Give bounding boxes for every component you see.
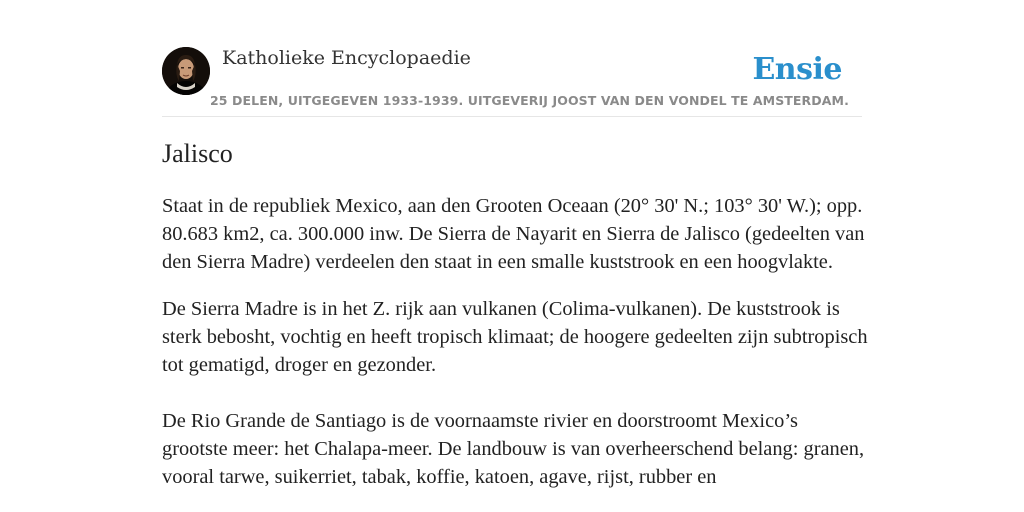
brand-logo[interactable]: Ensie bbox=[752, 52, 842, 87]
article-paragraph: De Rio Grande de Santiago is de voornaamste rivier en doorstroomt Mexico’s grootste meer: het Chalapa-meer. De landbouw is van overheerschend belang: granen, vooral tarwe, suikerriet, tabak, koffie, katoen, agave, rijst, rubber en bbox=[162, 410, 865, 488]
site-header bbox=[162, 44, 862, 117]
article-paragraph: De Sierra Madre is in het Z. rijk aan vulkanen (Colima-vulkanen). De kuststrook is sterk bebosht, vochtig en heeft tropisch klimaat; de hoogere gedeelten zijn subtropisch tot gematigd, droger en gezonder. bbox=[162, 298, 868, 376]
publication-title[interactable]: Katholieke Encyclopaedie bbox=[222, 47, 471, 69]
publication-avatar[interactable] bbox=[162, 47, 210, 95]
portrait-avatar-icon bbox=[162, 47, 210, 95]
publication-subtitle: 25 DELEN, UITGEGEVEN 1933-1939. UITGEVERIJ JOOST VAN DEN VONDEL TE AMSTERDAM. bbox=[210, 93, 849, 108]
article-title: Jalisco bbox=[162, 139, 233, 168]
article-paragraph: Staat in de republiek Mexico, aan den Grooten Oceaan (20° 30' N.; 103° 30' W.); opp. 80.683 km2, ca. 300.000 inw. De Sierra de Nayarit en Sierra de Jalisco (gedeelten van den Sierra Madre) verdeelen den staat in een smalle kuststrook en een hoogvlakte. bbox=[162, 195, 865, 273]
article bbox=[162, 136, 868, 491]
